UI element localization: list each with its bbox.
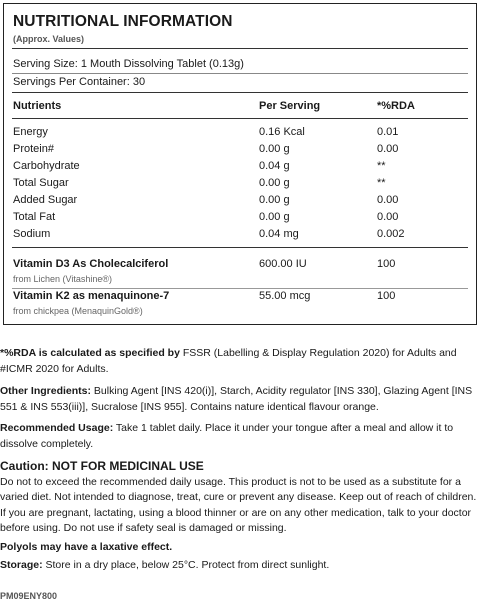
rda-note — [0, 346, 480, 377]
rda-value: 0.00 — [377, 143, 399, 155]
nutrition-panel — [3, 3, 477, 325]
per-serving-value: 0.00 g — [259, 194, 290, 206]
storage-text: Store in a dry place, below 25°C. Protect from direct sunlight. — [42, 559, 330, 571]
panel-subtitle: (Approx. Values) — [13, 34, 85, 44]
divider — [12, 288, 468, 289]
vitamin-d3-per-serving: 600.00 IU — [259, 258, 307, 270]
vitamin-k2-rda: 100 — [377, 290, 396, 302]
ingredients-label: Other Ingredients: — [0, 385, 92, 397]
divider — [12, 247, 468, 248]
divider — [12, 118, 468, 119]
nutrient-name: Carbohydrate — [13, 160, 80, 172]
nutrient-name: Energy — [13, 126, 48, 138]
col-header-per-serving: Per Serving — [259, 100, 321, 112]
usage-note — [0, 421, 480, 452]
nutrient-name: Total Fat — [13, 211, 56, 223]
nutrient-name: Total Sugar — [13, 177, 69, 189]
rda-value: 0.00 — [377, 211, 399, 223]
polyols-note — [0, 540, 480, 556]
vitamin-k2-name: Vitamin K2 as menaquinone-7 — [13, 290, 170, 302]
caution-text: Do not to exceed the recommended daily usage. This product is not to be used as a substitute for a varied diet. Not intended to diagnose, treat, cure or prevent any disease. Keep out of reach of children. If you are pregnant, lactating, using a blood thinner or are on any other medication, talk to your doctor before using. Do not use if safety seal is damaged or missing. — [0, 475, 477, 534]
per-serving-value: 0.16 Kcal — [259, 126, 305, 138]
divider — [12, 48, 468, 49]
col-header-nutrients: Nutrients — [13, 100, 62, 112]
vitamin-k2-source: from chickpea (MenaquinGold®) — [13, 306, 143, 316]
table-row — [4, 160, 476, 177]
serving-size: Serving Size: 1 Mouth Dissolving Tablet (0.13g) — [13, 58, 244, 70]
storage-note — [0, 558, 480, 574]
ingredients-text: Bulking Agent [INS 420(i)], Starch, Acidity regulator [INS 330], Glazing Agent [INS 551 & INS 553(iii)], Sucralose [INS 955]. Contains nature identical flavour orange. — [0, 385, 473, 413]
vitamin-d3-name: Vitamin D3 As Cholecalciferol — [13, 258, 169, 270]
nutrient-name: Added Sugar — [13, 194, 78, 206]
rda-value: 0.01 — [377, 126, 399, 138]
panel-title: NUTRITIONAL INFORMATION — [13, 13, 233, 30]
rda-value: 0.002 — [377, 228, 405, 240]
nutrient-name: Sodium — [13, 228, 51, 240]
table-row — [4, 194, 476, 211]
table-row — [4, 177, 476, 194]
vitamin-k2-per-serving: 55.00 mcg — [259, 290, 311, 302]
servings-per-container: Servings Per Container: 30 — [13, 76, 146, 88]
product-code: PM09ENY800 — [0, 591, 58, 601]
caution-heading: Caution: NOT FOR MEDICINAL USE — [0, 459, 204, 473]
per-serving-value: 0.00 g — [259, 177, 290, 189]
rda-note-bold: *%RDA is calculated as specified by — [0, 347, 180, 359]
rda-note-text: FSSR (Labelling & Display Regulation 2020) for Adults and #ICMR 2020 for Adults. — [0, 347, 457, 375]
vitamin-d3-source: from Lichen (Vitashine®) — [13, 274, 113, 284]
table-row — [4, 228, 476, 245]
per-serving-value: 0.04 g — [259, 160, 290, 172]
rda-value: ** — [377, 177, 386, 189]
divider — [12, 73, 468, 74]
polyols-text: Polyols may have a laxative effect. — [0, 541, 173, 553]
table-row — [4, 143, 476, 160]
divider — [12, 92, 468, 93]
ingredients-note — [0, 384, 480, 415]
col-header-rda: *%RDA — [377, 100, 415, 112]
table-row — [4, 126, 476, 143]
usage-label: Recommended Usage: — [0, 422, 114, 434]
usage-text: Take 1 tablet daily. Place it under your tongue after a meal and allow it to dissolve completely. — [0, 422, 454, 450]
storage-label: Storage: — [0, 559, 43, 571]
rda-value: 0.00 — [377, 194, 399, 206]
vitamin-d3-rda: 100 — [377, 258, 396, 270]
nutrient-name: Protein# — [13, 143, 54, 155]
caution-section — [0, 459, 480, 537]
table-row — [4, 211, 476, 228]
per-serving-value: 0.04 mg — [259, 228, 299, 240]
per-serving-value: 0.00 g — [259, 211, 290, 223]
per-serving-value: 0.00 g — [259, 143, 290, 155]
rda-value: ** — [377, 160, 386, 172]
